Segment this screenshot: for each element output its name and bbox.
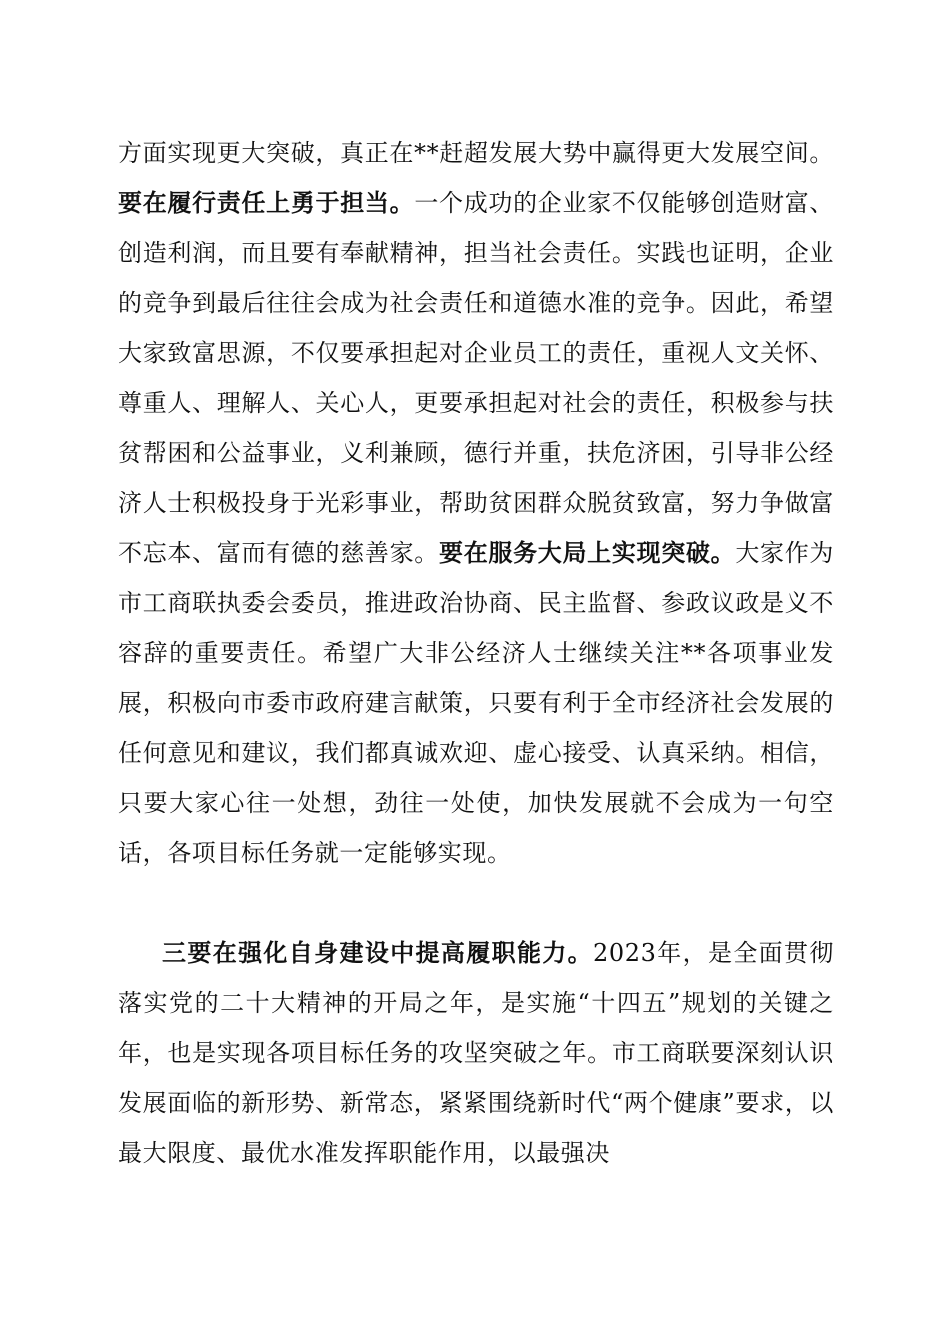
paragraph-2-segment-2: 2023年，是全面贯彻落实党的二十大精神的开局之年，是实施“十四五”规划的关键之年，也是实现各项目标任务的攻坚突破之年。市工商联要深刻认识发展面临的新形势、新常态，紧紧围绕新时代“两个健康”要求，以最大限度、最优水准发挥职能作用，以最强决 [118,939,834,1167]
paragraph-1-segment-5: 大家作为市工商联执委会委员，推进政治协商、民主监督、参政议政是义不容辞的重要责任。希望广大非公经济人士继续关注**各项事业发展，积极向市委市政府建言献策，只要有利于全市经济社会发展的任何意见和建议，我们都真诚欢迎、虚心接受、认真采纳。相信，只要大家心往一处想，劲往一处使，加快发展就不会成为一句空话，各项目标任务就一定能够实现。 [118,539,834,867]
paragraph-2-text [118,928,834,1178]
paragraph-1-segment-1: 方面实现更大突破，真正在**赶超发展大势中赢得更大发展空间。 [118,139,834,167]
paragraph-1-heading-service: 要在服务大局上实现突破。 [439,538,736,567]
paragraph-1-text [118,128,834,878]
paragraph-1 [118,128,834,878]
paragraph-1-heading-duty: 要在履行责任上勇于担当。 [118,188,415,217]
paragraph-1-segment-3: 一个成功的企业家不仅能够创造财富、创造利润，而且要有奉献精神，担当社会责任。实践也证明，企业的竞争到最后往往会成为社会责任和道德水准的竞争。因此，希望大家致富思源，不仅要承担起对企业员工的责任，重视人文关怀、尊重人、理解人、关心人，更要承担起对社会的责任，积极参与扶贫帮困和公益事业，义利兼顾，德行并重，扶危济困，引导非公经济人士积极投身于光彩事业，帮助贫困群众脱贫致富，努力争做富不忘本、富而有德的慈善家。 [118,189,834,567]
paragraph-2-heading: 三要在强化自身建设中提高履职能力。 [162,938,594,967]
paragraph-2 [118,928,834,1178]
